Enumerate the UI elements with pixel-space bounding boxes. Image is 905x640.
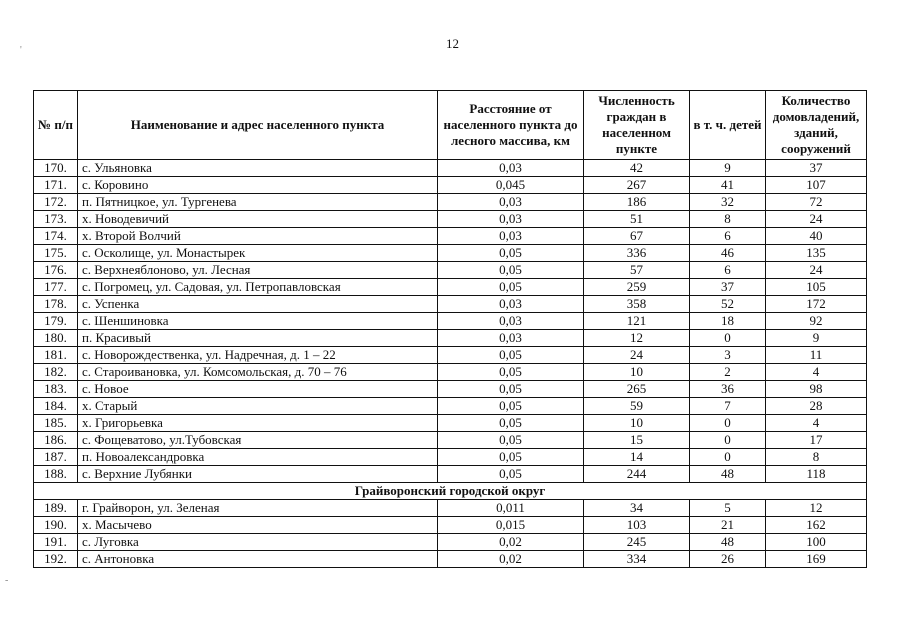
table-row <box>34 432 867 449</box>
cell-distance: 0,05 <box>438 381 584 398</box>
cell-name: с. Новое <box>78 381 438 398</box>
table-body-section <box>34 500 867 568</box>
cell-name: с. Ульяновка <box>78 160 438 177</box>
cell-num: 182. <box>34 364 78 381</box>
cell-population: 67 <box>584 228 690 245</box>
cell-children: 48 <box>690 534 766 551</box>
cell-name: с. Осколище, ул. Монастырек <box>78 245 438 262</box>
cell-children: 0 <box>690 432 766 449</box>
cell-distance: 0,03 <box>438 160 584 177</box>
cell-houses: 105 <box>766 279 867 296</box>
table-row <box>34 177 867 194</box>
cell-population: 267 <box>584 177 690 194</box>
cell-children: 2 <box>690 364 766 381</box>
cell-num: 191. <box>34 534 78 551</box>
cell-children: 26 <box>690 551 766 568</box>
table-row <box>34 313 867 330</box>
cell-population: 51 <box>584 211 690 228</box>
cell-name: с. Верхние Лубянки <box>78 466 438 483</box>
cell-children: 5 <box>690 500 766 517</box>
cell-distance: 0,03 <box>438 296 584 313</box>
cell-num: 188. <box>34 466 78 483</box>
cell-population: 336 <box>584 245 690 262</box>
cell-houses: 162 <box>766 517 867 534</box>
cell-name: с. Успенка <box>78 296 438 313</box>
cell-children: 41 <box>690 177 766 194</box>
cell-population: 244 <box>584 466 690 483</box>
cell-num: 170. <box>34 160 78 177</box>
cell-distance: 0,05 <box>438 364 584 381</box>
header-distance: Расстояние от населенного пункта до лесного массива, км <box>438 91 584 160</box>
cell-distance: 0,03 <box>438 194 584 211</box>
cell-children: 8 <box>690 211 766 228</box>
cell-population: 121 <box>584 313 690 330</box>
cell-name: с. Коровино <box>78 177 438 194</box>
scan-mark: - <box>5 575 9 586</box>
cell-houses: 135 <box>766 245 867 262</box>
cell-distance: 0,05 <box>438 262 584 279</box>
table-row <box>34 211 867 228</box>
cell-population: 10 <box>584 364 690 381</box>
cell-num: 178. <box>34 296 78 313</box>
cell-children: 6 <box>690 228 766 245</box>
cell-children: 18 <box>690 313 766 330</box>
cell-houses: 8 <box>766 449 867 466</box>
table-row <box>34 517 867 534</box>
table-row <box>34 364 867 381</box>
cell-population: 12 <box>584 330 690 347</box>
cell-population: 14 <box>584 449 690 466</box>
cell-children: 7 <box>690 398 766 415</box>
cell-houses: 12 <box>766 500 867 517</box>
cell-population: 334 <box>584 551 690 568</box>
cell-distance: 0,05 <box>438 415 584 432</box>
cell-houses: 17 <box>766 432 867 449</box>
header-houses: Количество домовладений, зданий, сооружений <box>766 91 867 160</box>
cell-children: 32 <box>690 194 766 211</box>
cell-name: п. Новоалександровка <box>78 449 438 466</box>
cell-population: 57 <box>584 262 690 279</box>
cell-population: 265 <box>584 381 690 398</box>
cell-children: 21 <box>690 517 766 534</box>
cell-num: 192. <box>34 551 78 568</box>
cell-num: 180. <box>34 330 78 347</box>
cell-population: 15 <box>584 432 690 449</box>
table-header-row <box>34 91 867 160</box>
cell-distance: 0,05 <box>438 279 584 296</box>
cell-distance: 0,05 <box>438 347 584 364</box>
cell-children: 36 <box>690 381 766 398</box>
table-row <box>34 500 867 517</box>
table-row <box>34 160 867 177</box>
cell-houses: 4 <box>766 415 867 432</box>
cell-distance: 0,015 <box>438 517 584 534</box>
cell-children: 46 <box>690 245 766 262</box>
cell-num: 190. <box>34 517 78 534</box>
table-row <box>34 551 867 568</box>
cell-num: 183. <box>34 381 78 398</box>
cell-children: 9 <box>690 160 766 177</box>
cell-name: с. Фощеватово, ул.Тубовская <box>78 432 438 449</box>
cell-population: 24 <box>584 347 690 364</box>
table-row <box>34 534 867 551</box>
table-row <box>34 194 867 211</box>
cell-children: 37 <box>690 279 766 296</box>
table-row <box>34 279 867 296</box>
cell-name: х. Григорьевка <box>78 415 438 432</box>
cell-houses: 4 <box>766 364 867 381</box>
header-num: № п/п <box>34 91 78 160</box>
cell-num: 189. <box>34 500 78 517</box>
cell-houses: 98 <box>766 381 867 398</box>
cell-houses: 107 <box>766 177 867 194</box>
cell-distance: 0,03 <box>438 211 584 228</box>
cell-num: 173. <box>34 211 78 228</box>
cell-houses: 118 <box>766 466 867 483</box>
cell-name: с. Антоновка <box>78 551 438 568</box>
cell-num: 179. <box>34 313 78 330</box>
page-number: 12 <box>446 36 459 51</box>
cell-name: п. Красивый <box>78 330 438 347</box>
cell-distance: 0,02 <box>438 551 584 568</box>
cell-distance: 0,03 <box>438 313 584 330</box>
cell-houses: 11 <box>766 347 867 364</box>
cell-population: 245 <box>584 534 690 551</box>
cell-distance: 0,011 <box>438 500 584 517</box>
cell-houses: 169 <box>766 551 867 568</box>
cell-num: 186. <box>34 432 78 449</box>
cell-name: х. Масычево <box>78 517 438 534</box>
cell-num: 177. <box>34 279 78 296</box>
cell-num: 184. <box>34 398 78 415</box>
cell-houses: 100 <box>766 534 867 551</box>
cell-name: с. Новорождественка, ул. Надречная, д. 1 – 22 <box>78 347 438 364</box>
settlements-table <box>33 90 867 568</box>
cell-num: 185. <box>34 415 78 432</box>
cell-distance: 0,05 <box>438 398 584 415</box>
cell-num: 176. <box>34 262 78 279</box>
cell-distance: 0,03 <box>438 330 584 347</box>
cell-houses: 92 <box>766 313 867 330</box>
cell-distance: 0,045 <box>438 177 584 194</box>
header-name: Наименование и адрес населенного пункта <box>78 91 438 160</box>
cell-population: 42 <box>584 160 690 177</box>
cell-population: 34 <box>584 500 690 517</box>
table-row <box>34 381 867 398</box>
section-row <box>34 483 867 500</box>
cell-children: 48 <box>690 466 766 483</box>
cell-num: 172. <box>34 194 78 211</box>
cell-name: с. Луговка <box>78 534 438 551</box>
cell-name: х. Старый <box>78 398 438 415</box>
cell-name: х. Новодевичий <box>78 211 438 228</box>
cell-population: 259 <box>584 279 690 296</box>
cell-population: 186 <box>584 194 690 211</box>
cell-population: 103 <box>584 517 690 534</box>
scan-mark: ' <box>20 45 22 56</box>
cell-houses: 9 <box>766 330 867 347</box>
cell-distance: 0,05 <box>438 449 584 466</box>
cell-children: 0 <box>690 330 766 347</box>
cell-distance: 0,05 <box>438 432 584 449</box>
cell-distance: 0,05 <box>438 466 584 483</box>
header-population: Численность граждан в населенном пункте <box>584 91 690 160</box>
cell-houses: 24 <box>766 211 867 228</box>
cell-name: с. Верхнеяблоново, ул. Лесная <box>78 262 438 279</box>
cell-children: 0 <box>690 449 766 466</box>
cell-distance: 0,03 <box>438 228 584 245</box>
cell-houses: 40 <box>766 228 867 245</box>
table-row <box>34 466 867 483</box>
cell-children: 0 <box>690 415 766 432</box>
cell-num: 187. <box>34 449 78 466</box>
cell-name: х. Второй Волчий <box>78 228 438 245</box>
cell-name: п. Пятницкое, ул. Тургенева <box>78 194 438 211</box>
cell-name: г. Грайворон, ул. Зеленая <box>78 500 438 517</box>
table-row <box>34 449 867 466</box>
cell-num: 174. <box>34 228 78 245</box>
table-row <box>34 245 867 262</box>
table-row <box>34 228 867 245</box>
cell-name: с. Погромец, ул. Садовая, ул. Петропавловская <box>78 279 438 296</box>
section-title: Грайворонский городской округ <box>34 483 867 500</box>
table-row <box>34 347 867 364</box>
cell-houses: 28 <box>766 398 867 415</box>
cell-population: 10 <box>584 415 690 432</box>
cell-distance: 0,05 <box>438 245 584 262</box>
cell-houses: 72 <box>766 194 867 211</box>
cell-name: с. Староивановка, ул. Комсомольская, д. 70 – 76 <box>78 364 438 381</box>
table-row <box>34 415 867 432</box>
header-children: в т. ч. детей <box>690 91 766 160</box>
table-body <box>34 160 867 483</box>
table-row <box>34 296 867 313</box>
cell-children: 3 <box>690 347 766 364</box>
cell-houses: 37 <box>766 160 867 177</box>
table-row <box>34 330 867 347</box>
cell-num: 171. <box>34 177 78 194</box>
cell-num: 181. <box>34 347 78 364</box>
cell-distance: 0,02 <box>438 534 584 551</box>
section-header-group <box>34 483 867 500</box>
cell-houses: 24 <box>766 262 867 279</box>
cell-children: 6 <box>690 262 766 279</box>
cell-children: 52 <box>690 296 766 313</box>
cell-num: 175. <box>34 245 78 262</box>
cell-name: с. Шеншиновка <box>78 313 438 330</box>
cell-houses: 172 <box>766 296 867 313</box>
table-row <box>34 398 867 415</box>
cell-population: 59 <box>584 398 690 415</box>
cell-population: 358 <box>584 296 690 313</box>
table-row <box>34 262 867 279</box>
